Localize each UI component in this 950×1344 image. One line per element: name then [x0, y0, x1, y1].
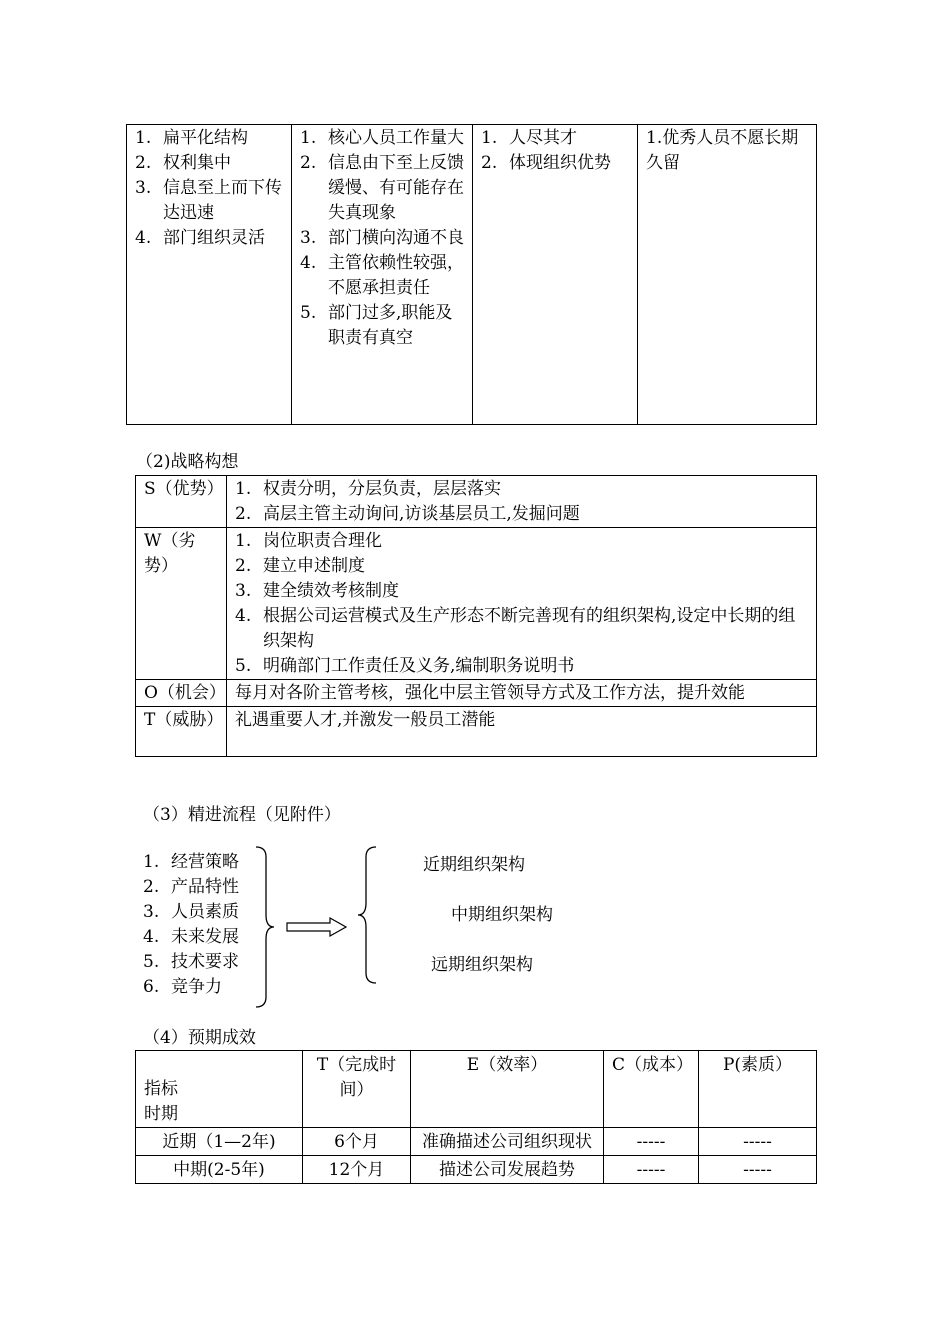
table-row [136, 528, 817, 680]
org-col-threats: 1.优秀人员不愿长期久留 [638, 125, 817, 425]
header-e: E（效率） [411, 1051, 604, 1128]
swot-content-t: 礼遇重要人才,并激发一般员工潜能 [227, 707, 817, 757]
org-col-strengths [127, 125, 292, 425]
list-item: 1. 核心人员工作量大 [300, 128, 464, 148]
header-p: P(素质） [699, 1051, 817, 1128]
org-analysis-table [126, 124, 817, 425]
list-item: 3. 建全绩效考核制度 [235, 581, 399, 601]
list-item: 2. 高层主管主动询问,访谈基层员工,发掘问题 [235, 504, 580, 524]
list-item: 1. 扁平化结构 [135, 128, 248, 148]
org-col-opportunities [473, 125, 638, 425]
table-row [127, 125, 817, 425]
near-term-structure: 近期组织架构 [423, 855, 525, 875]
list-item: 5. 部门过多,职能及职责有真空 [300, 303, 453, 348]
closing-brace-icon [254, 845, 276, 1010]
table-row [136, 680, 817, 707]
swot-content-w [227, 528, 817, 680]
list-item: 1. 权责分明，分层负责，层层落实 [235, 479, 501, 499]
swot-table [135, 475, 817, 757]
list-item: 2. 体现组织优势 [481, 153, 611, 173]
swot-label-t: T（威胁） [136, 707, 227, 757]
list-item: 1. 岗位职责合理化 [235, 531, 382, 551]
p-cell: ----- [699, 1128, 817, 1156]
header-period: 时期 [144, 1104, 178, 1124]
list-item: 3. 人员素质 [143, 902, 239, 922]
swot-label-s: S（优势） [136, 476, 227, 528]
process-factor-list [143, 850, 239, 1000]
strategy-heading: （2)战略构想 [136, 452, 239, 472]
opening-brace-icon [356, 845, 378, 985]
e-cell: 描述公司发展趋势 [411, 1156, 604, 1184]
list-item: 4. 根据公司运营模式及生产形态不断完善现有的组织架构,设定中长期的组织架构 [235, 606, 796, 651]
results-table [135, 1050, 817, 1184]
c-cell: ----- [604, 1156, 699, 1184]
list-item: 1. 人尽其才 [481, 128, 577, 148]
list-item: 2. 建立申述制度 [235, 556, 365, 576]
header-indicator: 指标 [144, 1079, 178, 1099]
t-cell: 12个月 [303, 1156, 411, 1184]
list-item: 4. 未来发展 [143, 927, 239, 947]
org-col-weaknesses [292, 125, 473, 425]
process-heading: （3）精进流程（见附件） [143, 805, 341, 825]
results-heading: （4）预期成效 [143, 1028, 256, 1048]
list-item: 4. 主管依赖性较强，不愿承担责任 [300, 253, 464, 298]
table-row [136, 707, 817, 757]
long-term-structure: 远期组织架构 [431, 955, 533, 975]
list-item: 3. 部门横向沟通不良 [300, 228, 464, 248]
list-item: 1. 经营策略 [143, 852, 239, 872]
list-item: 4. 部门组织灵活 [135, 228, 265, 248]
table-row [136, 1128, 817, 1156]
t-cell: 6个月 [303, 1128, 411, 1156]
list-item: 2. 信息由下至上反馈缓慢、有可能存在失真现象 [300, 153, 464, 223]
list-item: 2. 产品特性 [143, 877, 239, 897]
list-item: 2. 权利集中 [135, 153, 231, 173]
header-t: T（完成时间） [303, 1051, 411, 1128]
period-cell: 中期(2-5年) [136, 1156, 303, 1184]
list-item: 6. 竞争力 [143, 977, 222, 997]
mid-term-structure: 中期组织架构 [451, 905, 553, 925]
e-cell: 准确描述公司组织现状 [411, 1128, 604, 1156]
list-item: 5. 明确部门工作责任及义务,编制职务说明书 [235, 656, 575, 676]
swot-content-s [227, 476, 817, 528]
swot-label-o: O（机会） [136, 680, 227, 707]
c-cell: ----- [604, 1128, 699, 1156]
p-cell: ----- [699, 1156, 817, 1184]
period-cell: 近期（1—2年) [136, 1128, 303, 1156]
table-row [136, 476, 817, 528]
table-row [136, 1051, 817, 1128]
table-row [136, 1156, 817, 1184]
header-c: C（成本） [604, 1051, 699, 1128]
header-indicator-period [136, 1051, 303, 1128]
right-arrow-icon [286, 917, 348, 937]
list-item: 5. 技术要求 [143, 952, 239, 972]
list-item: 3. 信息至上而下传达迅速 [135, 178, 282, 223]
swot-content-o: 每月对各阶主管考核，强化中层主管领导方式及工作方法，提升效能 [227, 680, 817, 707]
swot-label-w: W（劣势） [136, 528, 227, 680]
